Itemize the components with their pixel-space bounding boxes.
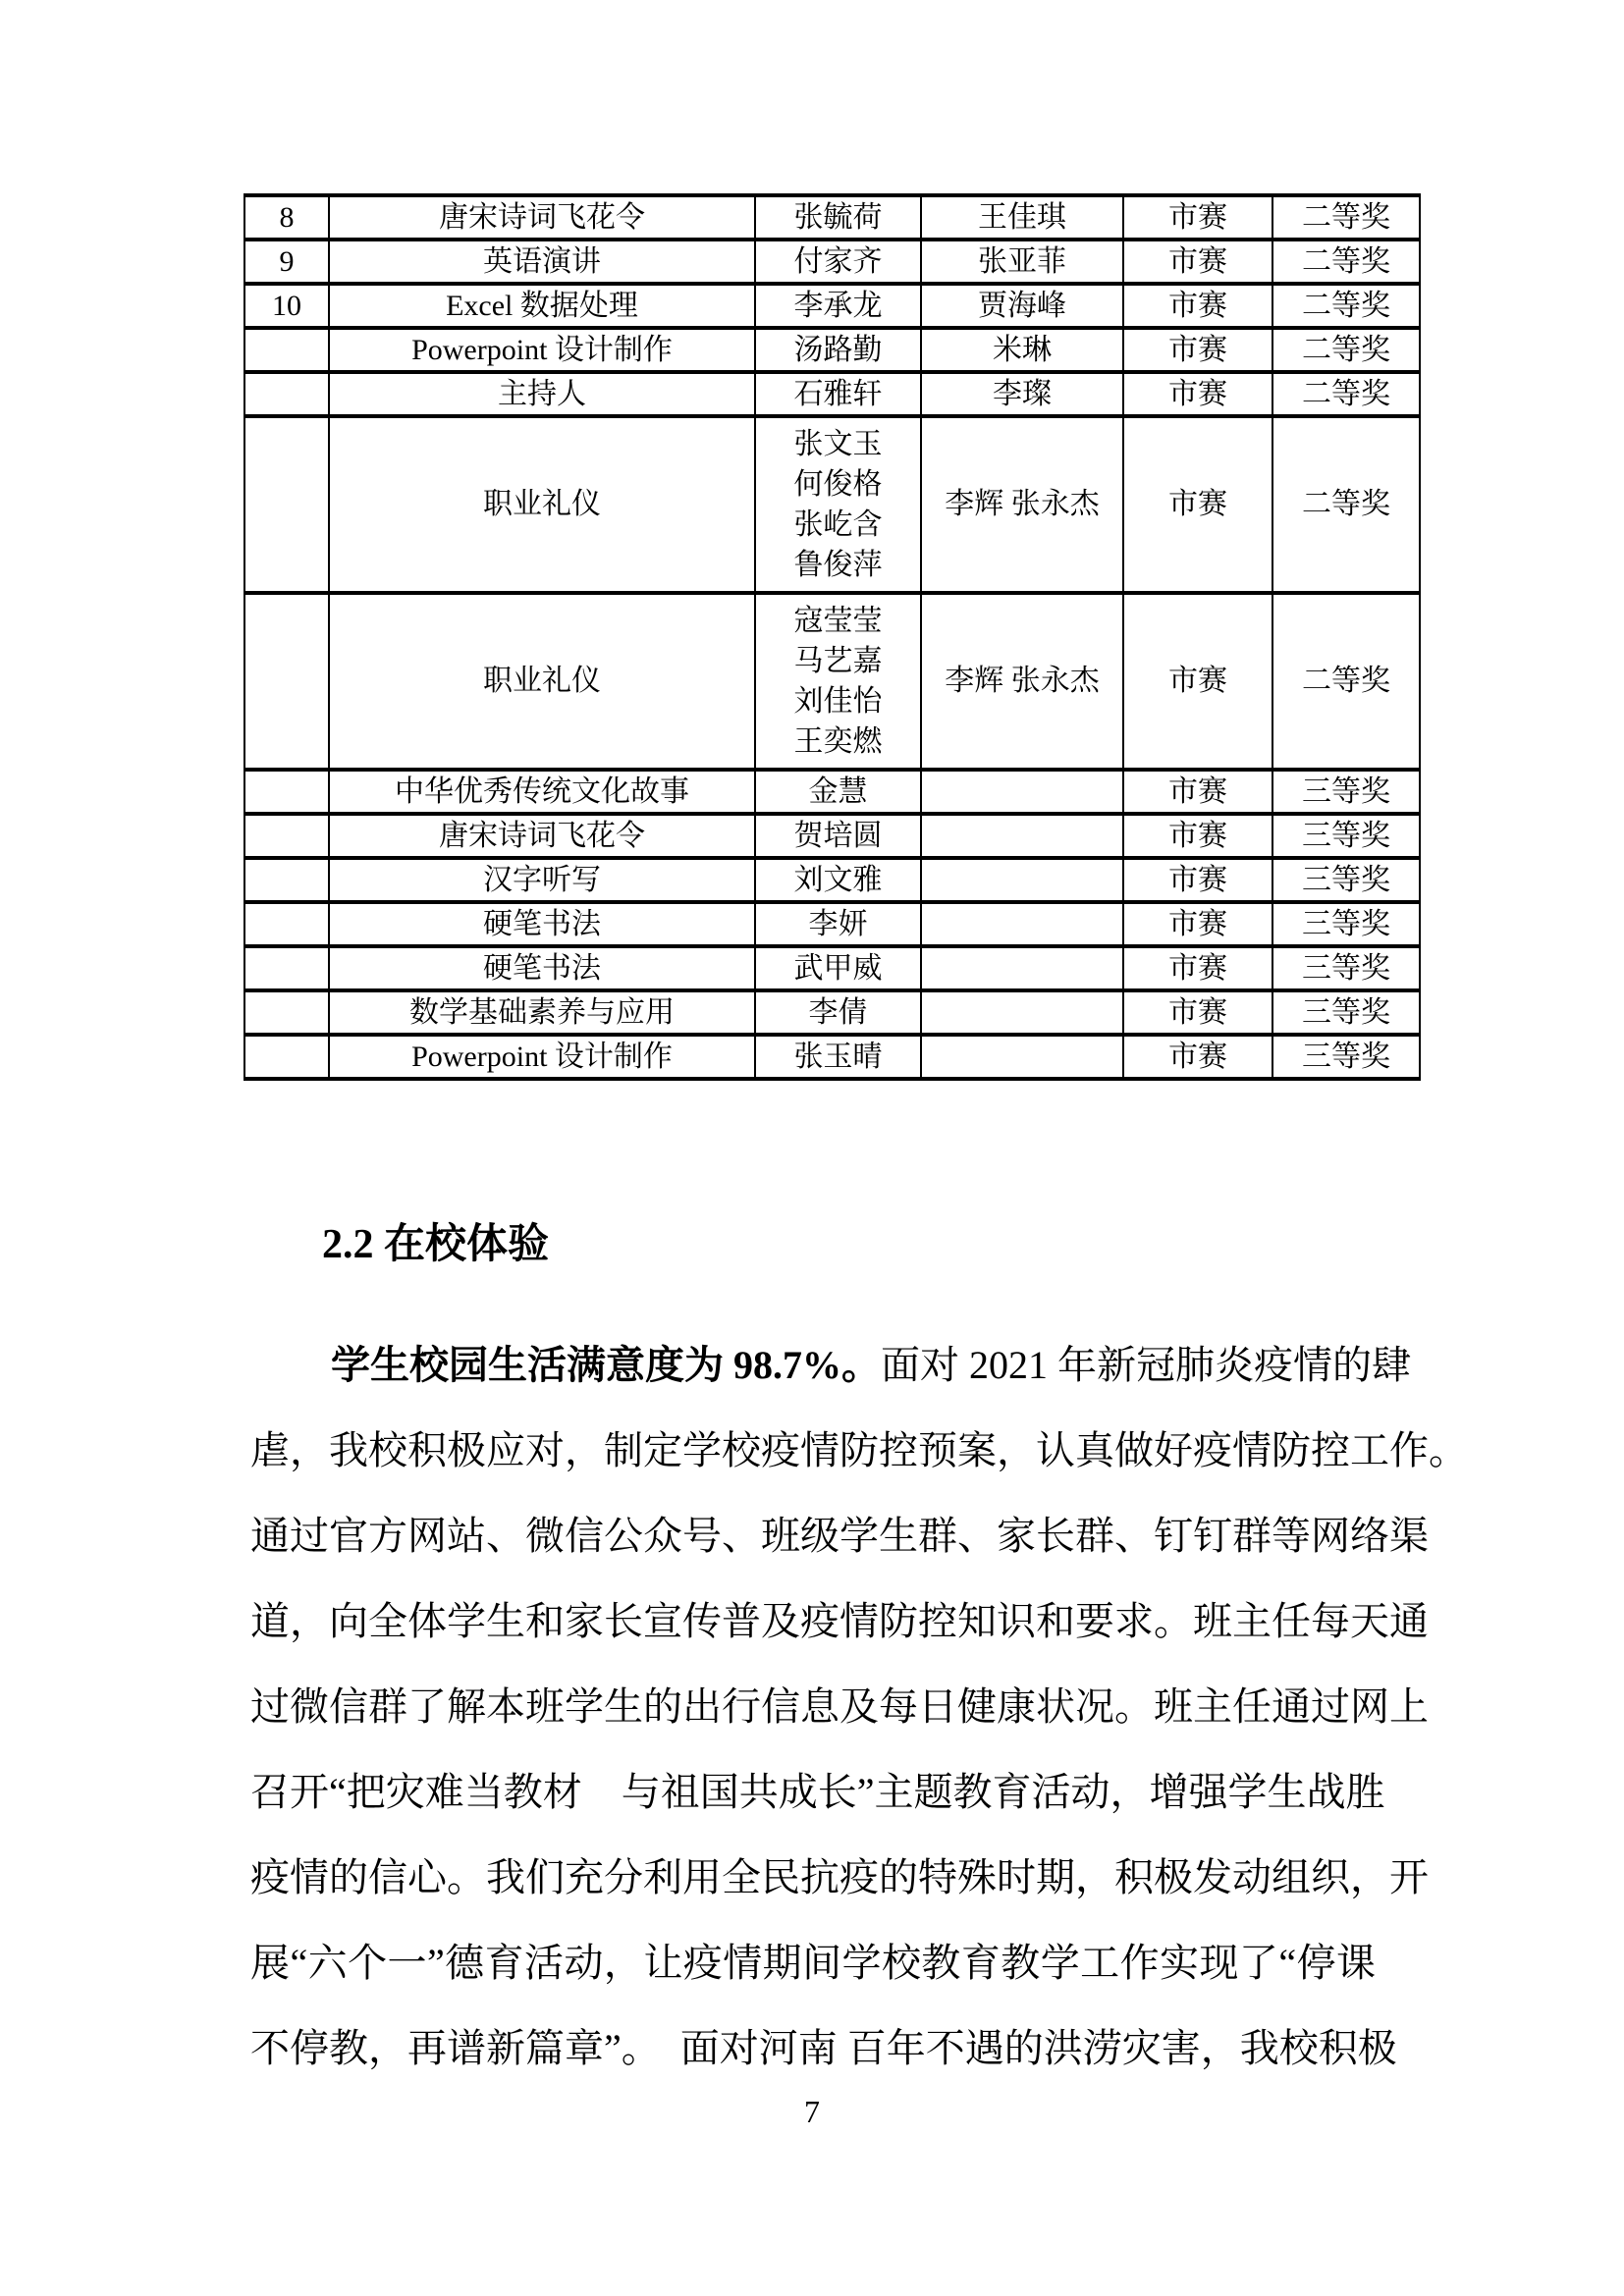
paragraph-line: 通过官方网站、微信公众号、班级学生群、家长群、钉钉群等网络渠 xyxy=(250,1514,1429,1558)
paragraph-line: 不停教，再谱新篇章”。 面对河南 百年不遇的洪涝灾害，我校积极 xyxy=(250,2026,1397,2070)
cell-level: 市赛 xyxy=(1123,284,1272,328)
table-row xyxy=(244,814,1420,858)
cell-level: 市赛 xyxy=(1123,195,1272,240)
cell-students: 李承龙 xyxy=(755,284,921,328)
cell-award: 三等奖 xyxy=(1272,902,1420,946)
cell-teacher: 贾海峰 xyxy=(921,284,1123,328)
cell-competition: 唐宋诗词飞花令 xyxy=(329,814,755,858)
cell-no xyxy=(244,990,329,1035)
cell-no: 9 xyxy=(244,240,329,284)
body-paragraph xyxy=(250,1322,1468,2091)
cell-teacher: 张亚菲 xyxy=(921,240,1123,284)
paragraph-line xyxy=(250,1322,1411,1408)
cell-no: 8 xyxy=(244,195,329,240)
paragraph-line: 召开“把灾难当教材 与祖国共成长”主题教育活动，增强学生战胜 xyxy=(250,1770,1385,1814)
cell-level: 市赛 xyxy=(1123,990,1272,1035)
bold-lead-text: 学生校园生活满意度为 98.7%。 xyxy=(331,1343,881,1387)
student-name: 张文玉 xyxy=(793,428,883,460)
paragraph-text: 面对 2021 年新冠肺炎疫情的肆 xyxy=(881,1343,1411,1387)
cell-level: 市赛 xyxy=(1123,416,1272,593)
cell-students: 石雅轩 xyxy=(755,372,921,416)
student-name: 何俊格 xyxy=(793,468,883,501)
table-row xyxy=(244,858,1420,902)
cell-award: 三等奖 xyxy=(1272,990,1420,1035)
cell-award: 三等奖 xyxy=(1272,770,1420,814)
table-row xyxy=(244,946,1420,990)
cell-award: 三等奖 xyxy=(1272,858,1420,902)
cell-competition: 硬笔书法 xyxy=(329,902,755,946)
paragraph-line: 疫情的信心。我们充分利用全民抗疫的特殊时期，积极发动组织，开 xyxy=(250,1855,1429,1899)
section-heading: 2.2 在校体验 xyxy=(322,1222,550,1267)
cell-competition: 中华优秀传统文化故事 xyxy=(329,770,755,814)
cell-level: 市赛 xyxy=(1123,902,1272,946)
cell-level: 市赛 xyxy=(1123,946,1272,990)
cell-award: 二等奖 xyxy=(1272,195,1420,240)
cell-no xyxy=(244,372,329,416)
cell-award: 三等奖 xyxy=(1272,946,1420,990)
cell-level: 市赛 xyxy=(1123,770,1272,814)
cell-teacher xyxy=(921,1035,1123,1079)
student-name: 刘佳怡 xyxy=(793,685,883,718)
cell-students: 汤路勤 xyxy=(755,328,921,372)
cell-competition: 唐宋诗词飞花令 xyxy=(329,195,755,240)
cell-competition: 英语演讲 xyxy=(329,240,755,284)
cell-teacher xyxy=(921,946,1123,990)
cell-students: 金慧 xyxy=(755,770,921,814)
table-row xyxy=(244,328,1420,372)
table-row xyxy=(244,195,1420,240)
cell-award: 二等奖 xyxy=(1272,328,1420,372)
cell-students: 付家齐 xyxy=(755,240,921,284)
paragraph-line: 展“六个一”德育活动，让疫情期间学校教育教学工作实现了“停课 xyxy=(250,1941,1376,1985)
cell-award: 二等奖 xyxy=(1272,593,1420,770)
cell-award: 二等奖 xyxy=(1272,240,1420,284)
cell-award: 二等奖 xyxy=(1272,416,1420,593)
cell-teacher xyxy=(921,858,1123,902)
cell-teacher xyxy=(921,814,1123,858)
cell-competition: 职业礼仪 xyxy=(329,416,755,593)
cell-teacher xyxy=(921,902,1123,946)
cell-level: 市赛 xyxy=(1123,858,1272,902)
cell-competition: 职业礼仪 xyxy=(329,593,755,770)
awards-table xyxy=(244,193,1421,1081)
cell-award: 二等奖 xyxy=(1272,372,1420,416)
table-row xyxy=(244,1035,1420,1079)
cell-award: 二等奖 xyxy=(1272,284,1420,328)
cell-award: 三等奖 xyxy=(1272,1035,1420,1079)
cell-no xyxy=(244,328,329,372)
student-name: 王奕燃 xyxy=(793,725,883,758)
cell-students: 武甲威 xyxy=(755,946,921,990)
cell-competition: 汉字听写 xyxy=(329,858,755,902)
paragraph-line: 虐，我校积极应对，制定学校疫情防控预案，认真做好疫情防控工作。 xyxy=(250,1428,1468,1472)
table-row xyxy=(244,770,1420,814)
table-row xyxy=(244,284,1420,328)
cell-competition: Excel 数据处理 xyxy=(329,284,755,328)
student-name: 张屹含 xyxy=(793,508,883,541)
cell-students xyxy=(755,416,921,593)
cell-competition: 数学基础素养与应用 xyxy=(329,990,755,1035)
cell-level: 市赛 xyxy=(1123,593,1272,770)
cell-competition: 硬笔书法 xyxy=(329,946,755,990)
cell-students: 贺培圆 xyxy=(755,814,921,858)
cell-students: 李倩 xyxy=(755,990,921,1035)
page-number: 7 xyxy=(804,2094,820,2129)
student-name: 鲁俊萍 xyxy=(793,549,883,581)
cell-students: 李妍 xyxy=(755,902,921,946)
cell-level: 市赛 xyxy=(1123,1035,1272,1079)
table-row xyxy=(244,593,1420,770)
cell-no xyxy=(244,1035,329,1079)
table-row xyxy=(244,416,1420,593)
cell-competition: 主持人 xyxy=(329,372,755,416)
cell-no xyxy=(244,770,329,814)
cell-competition: Powerpoint 设计制作 xyxy=(329,328,755,372)
cell-no xyxy=(244,902,329,946)
cell-teacher xyxy=(921,770,1123,814)
cell-students: 刘文雅 xyxy=(755,858,921,902)
cell-competition: Powerpoint 设计制作 xyxy=(329,1035,755,1079)
cell-level: 市赛 xyxy=(1123,328,1272,372)
cell-no xyxy=(244,858,329,902)
cell-students: 张玉晴 xyxy=(755,1035,921,1079)
cell-no xyxy=(244,593,329,770)
student-name: 马艺嘉 xyxy=(793,645,883,677)
table-row xyxy=(244,990,1420,1035)
cell-teacher xyxy=(921,990,1123,1035)
cell-no: 10 xyxy=(244,284,329,328)
paragraph-line: 道，向全体学生和家长宣传普及疫情防控知识和要求。班主任每天通 xyxy=(250,1599,1429,1643)
cell-teacher: 李辉 张永杰 xyxy=(921,593,1123,770)
cell-students: 张毓荷 xyxy=(755,195,921,240)
cell-no xyxy=(244,946,329,990)
cell-level: 市赛 xyxy=(1123,240,1272,284)
student-name: 寇莹莹 xyxy=(793,605,883,637)
table-row xyxy=(244,240,1420,284)
cell-no xyxy=(244,416,329,593)
cell-award: 三等奖 xyxy=(1272,814,1420,858)
table-row xyxy=(244,372,1420,416)
cell-teacher: 王佳琪 xyxy=(921,195,1123,240)
table-row xyxy=(244,902,1420,946)
cell-students xyxy=(755,593,921,770)
cell-teacher: 李璨 xyxy=(921,372,1123,416)
cell-teacher: 李辉 张永杰 xyxy=(921,416,1123,593)
cell-teacher: 米琳 xyxy=(921,328,1123,372)
cell-level: 市赛 xyxy=(1123,814,1272,858)
cell-no xyxy=(244,814,329,858)
cell-level: 市赛 xyxy=(1123,372,1272,416)
paragraph-line: 过微信群了解本班学生的出行信息及每日健康状况。班主任通过网上 xyxy=(250,1684,1429,1729)
